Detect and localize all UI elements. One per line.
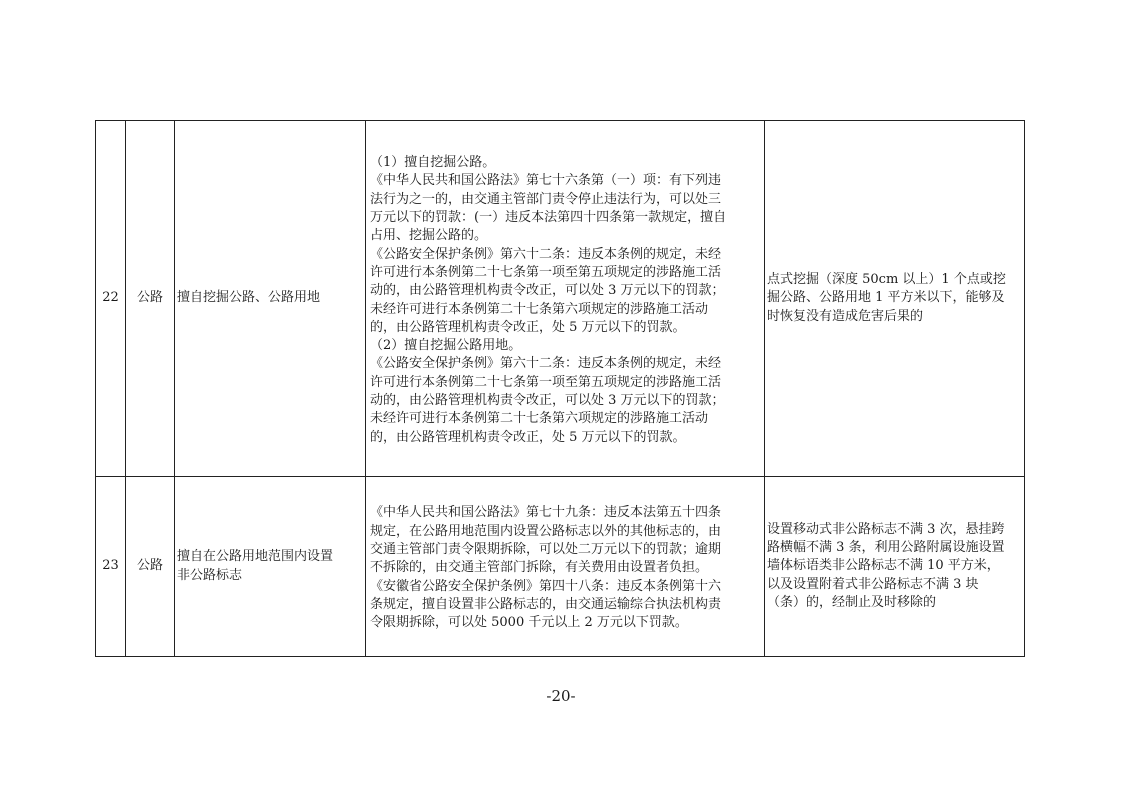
basis-line: 许可进行本条例第二十七条第一项至第五项规定的涉路施工活: [370, 264, 722, 280]
row-legal-basis: [366, 121, 765, 477]
table-row: [96, 121, 1025, 477]
basis-line: 规定，在公路用地范围内设置公路标志以外的其他标志的，由: [370, 523, 722, 539]
penalty-table: [95, 120, 1025, 657]
table-row: [96, 477, 1025, 657]
condition-line: （条）的，经制止及时移除的: [767, 594, 937, 610]
basis-line: 的，由公路管理机构责令改正，处 5 万元以下的罚款。: [370, 429, 686, 445]
basis-line: 令限期拆除，可以处 5000 千元以上 2 万元以下罚款。: [370, 615, 688, 631]
basis-line: 《安徽省公路安全保护条例》第四十八条：违反本条例第十六: [370, 578, 722, 594]
basis-line: 动的，由公路管理机构责令改正，可以处 3 万元以下的罚款；: [370, 283, 725, 299]
item-line: 擅自挖掘公路、公路用地: [177, 290, 321, 306]
basis-line: 万元以下的罚款：(一）违反本法第四十四条第一款规定，擅自: [370, 210, 727, 226]
row-condition: [765, 121, 1025, 477]
item-line: 擅自在公路用地范围内设置: [177, 549, 334, 565]
basis-line: （2）擅自挖掘公路用地。: [370, 338, 522, 354]
basis-line: 《公路安全保护条例》第六十二条：违反本条例的规定，未经: [370, 246, 722, 262]
basis-line: 交通主管部门责令限期拆除，可以处二万元以下的罚款；逾期: [370, 542, 722, 558]
basis-line: 的，由公路管理机构责令改正，处 5 万元以下的罚款。: [370, 319, 686, 335]
condition-line: 点式挖掘（深度 50cm 以上）1 个点或挖: [767, 272, 1006, 288]
basis-line: 法行为之一的，由交通主管部门责令停止违法行为，可以处三: [370, 191, 722, 207]
condition-line: 以及设置附着式非公路标志不满 3 块: [767, 576, 979, 592]
basis-line: 《公路安全保护条例》第六十二条：违反本条例的规定，未经: [370, 356, 722, 372]
basis-line: 占用、挖掘公路的。: [370, 228, 488, 244]
basis-line: 不拆除的，由交通主管部门拆除，有关费用由设置者负担。: [370, 560, 709, 576]
condition-line: 墙体标语类非公路标志不满 10 平方米，: [767, 558, 1000, 574]
basis-line: 《中华人民共和国公路法》第七十六条第（一）项：有下列违: [370, 173, 722, 189]
page-number: -20-: [546, 687, 576, 705]
basis-line: 动的，由公路管理机构责令改正，可以处 3 万元以下的罚款；: [370, 392, 725, 408]
basis-line: 《中华人民共和国公路法》第七十九条：违反本法第五十四条: [370, 505, 722, 521]
table-body: [96, 121, 1025, 657]
row-number: 23: [96, 477, 126, 657]
row-violation-item: [175, 477, 366, 657]
basis-line: 未经许可进行本条例第二十七条第六项规定的涉路施工活动: [370, 411, 709, 427]
basis-line: （1）擅自挖掘公路。: [370, 155, 496, 171]
condition-line: 掘公路、公路用地 1 平方米以下，能够及: [767, 290, 1005, 306]
row-legal-basis: [366, 477, 765, 657]
condition-line: 路横幅不满 3 条，利用公路附属设施设置: [767, 540, 1005, 556]
row-category: 公路: [126, 121, 175, 477]
basis-line: 许可进行本条例第二十七条第一项至第五项规定的涉路施工活: [370, 374, 722, 390]
basis-line: 条规定，擅自设置非公路标志的，由交通运输综合执法机构责: [370, 596, 722, 612]
item-line: 非公路标志: [177, 567, 243, 583]
row-condition: [765, 477, 1025, 657]
basis-line: 未经许可进行本条例第二十七条第六项规定的涉路施工活动: [370, 301, 709, 317]
row-number: 22: [96, 121, 126, 477]
condition-line: 设置移动式非公路标志不满 3 次，悬挂跨: [767, 521, 1005, 537]
row-category: 公路: [126, 477, 175, 657]
condition-line: 时恢复没有造成危害后果的: [767, 308, 924, 324]
row-violation-item: [175, 121, 366, 477]
